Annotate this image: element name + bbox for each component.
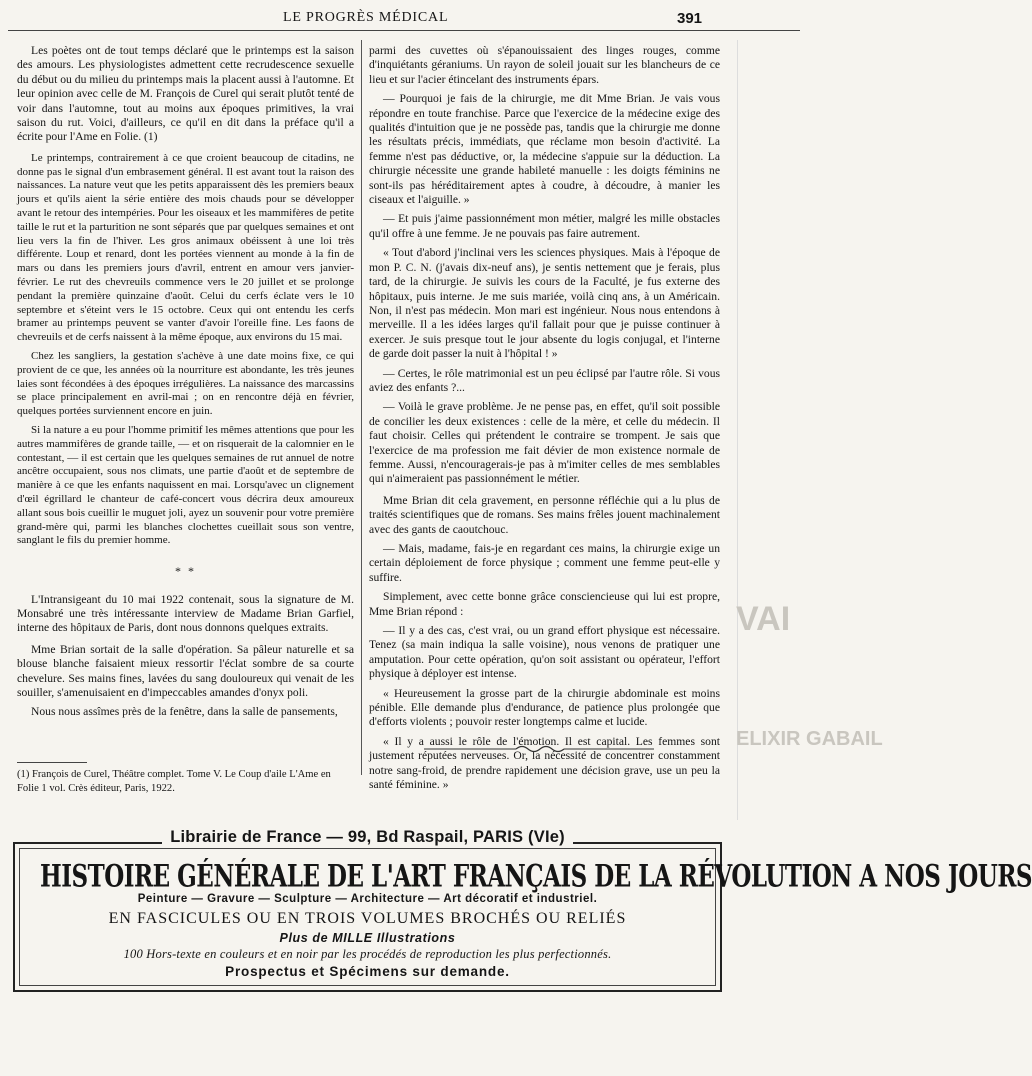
interview-paragraph: Simplement, avec cette bonne grâce consciencieuse qui lui est propre, Mme Brian répond :: [369, 590, 720, 618]
interview-paragraph: L'Intransigeant du 10 mai 1922 contenait, sous la signature de M. Monsabré une très intéressante interview de Madame Brian Garfiel, interne des hôpitaux de Paris, dont nous donnons quelques extraits.: [17, 592, 354, 635]
ad-publisher: [0, 828, 735, 847]
page-number: 391: [677, 10, 703, 27]
interview-paragraph: — Certes, le rôle matrimonial est un peu éclipsé par l'autre rôle. Si vous aviez des enfants ?...: [369, 366, 720, 394]
interview-paragraph: « Tout d'abord j'inclinai vers les sciences physiques. Mais à l'époque de mon P. C. N. (j'avais dix-neuf ans), je sentis nettement que je ferais, plus tard, de la chirurgie. Je suivis les cours de la Faculté, je fus externe des hôpitaux, puis interne. Je me suis mariée, voilà cinq ans, à un Américain. Non, il n'est pas médecin. Mon mari est ingénieur. Nous nous entendons à merveille. Il a les idées larges qu'il fallait pour que je puisse continuer à exercer. Je suis presque tout le jour absente du logis conjugal, et l'interne de garde doit passer la nuit à l'hôpital ! »: [369, 246, 720, 361]
left-column: [17, 44, 354, 725]
interview-paragraph: — Et puis j'aime passionnément mon métier, malgré les mille obstacles qu'il offre à une femme. Je ne pouvais pas faire autrement.: [369, 212, 720, 240]
interview-paragraph: parmi des cuvettes où s'épanouissaient des linges rouges, comme d'inquiétants géraniums. Un rayon de soleil jouait sur les blancheurs de ce lieu et sur l'acier étincelant des instruments épars.: [369, 44, 720, 86]
interview-paragraph: — Mais, madame, fais-je en regardant ces mains, la chirurgie exige un certain déploiement de force physique ; comment une femme peut-elle y suffire.: [369, 542, 720, 584]
interview-paragraph: — Pourquoi je fais de la chirurgie, me dit Mme Brian. Je vais vous répondre en toute franchise. Parce que l'exercice de la médecine exige des qualités d'intuition que je ne possède pas, tandis que la chirurgie me donne les résultats précis, immédiats, que réclame mon besoin d'activité. La femme n'est pas déductive, or, la médecine s'appuie sur la déduction. La chirurgie nécessite une grande habileté manuelle : les doigts féminins ne sont-ils pas héréditairement aptes à coudre, à découdre, à manier les ciseaux et l'aiguille. »: [369, 92, 720, 207]
footnote-rule: [17, 762, 87, 763]
ad-arts: Peinture — Gravure — Sculpture — Architecture — Art décoratif et industriel.: [137, 893, 598, 905]
quote-paragraph: Le printemps, contrairement à ce que croient beaucoup de citadins, ne donne pas le signal d'un embrasement général. Il est avant tout la raison des naissances. La nature veut que les petits apparaissent dès les premiers beaux jours et qu'ils aient la série entière des mois chauds pour se développer avant le retour des intempéries. Pour les oiseaux et les mammifères de petite taille le rut et la parturition ne sont séparés que par quelques semaines et ont lieu vers la fin de l'hiver. Les gros animaux obéissent à une loi très différente. Loup et renard, dont les portées viennent au monde à la fin de mars ou dans les premiers jours d'avril, entrent en amour vers janvier-février. Le rut des chevreuils commence vers le 20 juillet et se prolonge pendant la première quinzaine d'août. Celui du cerfs éclate vers le 10 septembre et s'éteint vers le 15 octobre. Ceux qui ont entendu les cerfs bramer au printemps peuvent se vanter d'avoir l'oreille fine. Les faons de chevreuils et de cerfs naissent à la même époque, aux environs du 15 mai.: [17, 151, 354, 344]
ad-illustrations: Plus de MILLE Illustrations: [279, 931, 456, 945]
interview-paragraph: « Il y a aussi le rôle de l'émotion. Il est capital. Les femmes sont justement réputées nerveuses. Or, la nécessité de concentrer constamment notre sang-froid, de prendre rapidement une décision grave, use un peu la santé féminine. »: [369, 734, 720, 792]
right-column: [369, 44, 720, 798]
column-divider: [361, 40, 362, 775]
intro-paragraph: Les poètes ont de tout temps déclaré que le printemps est la saison des amours. Les physiologistes admettent cette recrudescence sexuelle du début ou du milieu du printemps mais la placent aussi à l'automne. Et leur opinion avec celle de M. François de Curel qui serait plutôt tenté de voir dans l'automne, tout au moins aux époques primitives, la vrai saison du rut. Voici, d'ailleurs, ce qu'il en dit dans la préface qu'il a écrite pour l'Ame en Folie. (1): [17, 44, 354, 144]
interview-paragraph: Mme Brian sortait de la salle d'opération. Sa pâleur naturelle et sa blouse blanche faisaient mieux ressortir l'éclat sombre de sa courte chevelure. Ses mains fines, lavées du sang douloureux qui venait de les souiller, s'amenuisaient en d'impeccables amandes d'onyx poli.: [17, 642, 354, 699]
ad-formats: EN FASCICULES OU EN TROIS VOLUMES BROCHÉS OU RELIÉS: [108, 910, 627, 927]
interview-paragraph: « Heureusement la grosse part de la chirurgie abdominale est moins pénible. Elle demande plus d'endurance, de patience plus prolongée que d'efforts violents ; pouvoir rester longtemps calme et lucide.: [369, 686, 720, 729]
ad-title: HISTOIRE GÉNÉRALE DE L'ART FRANÇAIS DE LA RÉVOLUTION A NOS JOURS: [40, 858, 1032, 895]
header-rule: [8, 30, 800, 31]
interview-paragraph: Nous nous assîmes près de la fenêtre, dans la salle de pansements,: [31, 705, 338, 719]
footnote: (1) François de Curel, Théâtre complet. Tome V. Le Coup d'aile L'Ame en Folie 1 vol. Crès éditeur, Paris, 1922.: [17, 769, 331, 794]
page-edge-shadow: [737, 40, 738, 820]
section-asterism: * *: [175, 564, 196, 579]
bleed-through-text: ELIXIR GABAIL: [736, 728, 883, 750]
interview-paragraph: — Voilà le grave problème. Je ne pense pas, en effet, qu'il soit possible de concilier les deux existences : celle de la mère, et celle du médecin. Il faut choisir. Celles qui prétendent le contraire se trompent. Je sais que l'exercice de ma profession me fait dévier de mon existence normale de femme. Aussi, n'encouragerais-je pas à m'imiter celles de mes semblables qui n'aimeraient pas passionnément le métier.: [369, 400, 720, 486]
interview-paragraph: — Il y a des cas, c'est vrai, ou un grand effort physique est nécessaire. Tenez (sa main indiqua la salle voisine), nous venons de pratiquer une amputation. Pour cette opération, qu'on soit assistant ou opérateur, l'effort physique à déployer est intense.: [369, 624, 720, 681]
running-head: [0, 8, 800, 30]
quote-paragraph: Chez les sangliers, la gestation s'achève à une date moins fixe, ce qui provient de ce que, les années où la nourriture est abondante, les très jeunes laies sont fécondées à des époques irrégulières. La naissance des marcassins se place principalement en avril-mai ; on en rencontre déjà en février, quelques portées surviennent encore en juin.: [17, 350, 354, 418]
journal-title: LE PROGRÈS MÉDICAL: [283, 10, 449, 25]
ad-plates: 100 Hors-texte en couleurs et en noir par les procédés de reproduction les plus perfectionnés.: [123, 947, 612, 961]
bleed-through-text: VAI: [736, 600, 791, 638]
ad-publisher-text: Librairie de France — 99, Bd Raspail, PARIS (VIe): [162, 828, 573, 846]
ad-prospectus: Prospectus et Spécimens sur demande.: [225, 964, 510, 979]
quote-paragraph: Si la nature a eu pour l'homme primitif les mêmes attentions que pour les autres mammifères de grande taille, — et on risquerait de la calomnier en le contestant, — il est certain que les quelques semaines de rut annuel de notre ancêtre occupaient, sous nos climats, une partie d'août et de septembre de manière à ce que les enfants naquissent en mai. Lorsqu'avec un clignement d'œil égrillard le chanteur de café-concert vous décrira deux amoureux allant sous bois cueillir le muguet joli, ayez un souvenir pour votre première grand-mère qui, parmi les blanches clochettes cueillait sous son ventre, sanglant le fils du premier homme.: [17, 423, 354, 547]
interview-paragraph: Mme Brian dit cela gravement, en personne réfléchie qui a lu plus de traités scientifiques que de romans. Ses mains frêles jouent machinalement avec des gants de caoutchouc.: [369, 493, 720, 536]
end-ornament: [424, 742, 654, 756]
